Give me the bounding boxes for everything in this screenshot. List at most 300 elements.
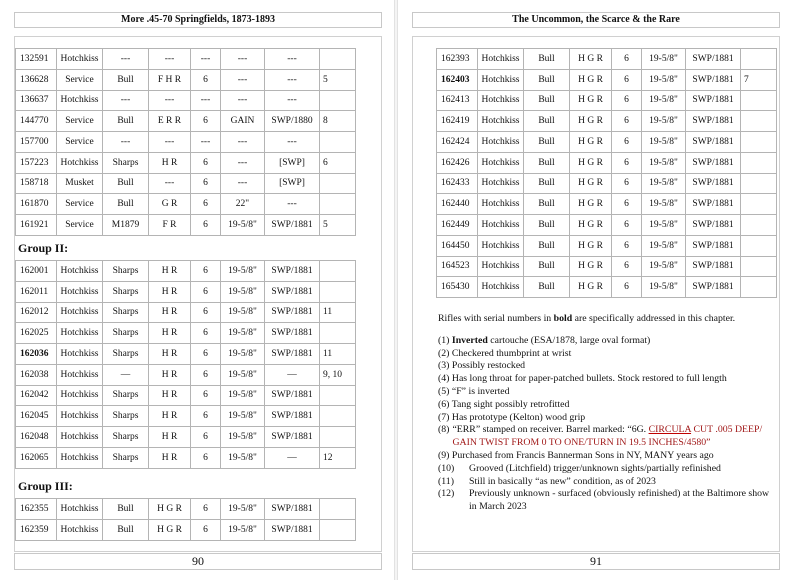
marking-cell: H R (149, 302, 191, 323)
serial-cell: 162426 (437, 152, 478, 173)
sight-cell: 19-5/8" (221, 261, 265, 282)
note-ref-cell (320, 194, 356, 215)
marking-cell-2: SWP/1881 (686, 215, 741, 236)
note-8-highlight: CIRCULA (648, 424, 692, 436)
maker-cell: Hotchkiss (478, 215, 524, 236)
marking-cell-2: SWP/1881 (265, 323, 320, 344)
serial-cell: 161870 (16, 194, 57, 215)
serial-cell: 162011 (16, 281, 57, 302)
table-row (16, 69, 356, 90)
note-ref-cell: 6 (320, 152, 356, 173)
number-cell: 6 (191, 519, 221, 540)
type-cell: --- (103, 90, 149, 111)
marking-cell: H R (149, 364, 191, 385)
marking-cell-2: SWP/1881 (686, 49, 741, 70)
number-cell: 6 (612, 90, 642, 111)
sight-cell: 19-5/8" (221, 344, 265, 365)
number-cell: 6 (191, 111, 221, 132)
serial-cell: 136637 (16, 90, 57, 111)
number-cell: 6 (191, 152, 221, 173)
marking-cell: H G R (570, 69, 612, 90)
marking-cell: H G R (149, 499, 191, 520)
serial-cell: 162359 (16, 519, 57, 540)
type-cell: --- (103, 132, 149, 153)
type-cell: Bull (524, 215, 570, 236)
marking-cell: F H R (149, 69, 191, 90)
note-ref-cell: 9, 10 (320, 364, 356, 385)
maker-cell: Hotchkiss (57, 49, 103, 70)
marking-cell: H R (149, 427, 191, 448)
number-cell: 6 (612, 173, 642, 194)
maker-cell: Hotchkiss (478, 69, 524, 90)
marking-cell: H G R (570, 152, 612, 173)
serial-cell: 162440 (437, 194, 478, 215)
maker-cell: Hotchkiss (478, 173, 524, 194)
marking-cell: H G R (570, 132, 612, 153)
marking-cell-2: SWP/1881 (686, 69, 741, 90)
note-8-text (452, 424, 762, 450)
marking-cell: H G R (570, 215, 612, 236)
marking-cell-2: SWP/1881 (686, 235, 741, 256)
marking-cell: H R (149, 152, 191, 173)
note-5: (5) “F” is inverted (438, 385, 510, 397)
sight-cell: GAIN (221, 111, 265, 132)
number-cell: 6 (191, 302, 221, 323)
sight-cell: 19-5/8" (221, 215, 265, 236)
sight-cell: --- (221, 90, 265, 111)
marking-cell-2: SWP/1881 (265, 427, 320, 448)
marking-cell: --- (149, 49, 191, 70)
marking-cell-2: SWP/1881 (265, 302, 320, 323)
sight-cell: 19-5/8" (221, 302, 265, 323)
sight-cell: --- (221, 132, 265, 153)
sight-cell: 19-5/8" (221, 364, 265, 385)
table-row (437, 90, 777, 111)
number-cell: 6 (191, 281, 221, 302)
note-ref-cell (320, 49, 356, 70)
sight-cell: 19-5/8" (221, 427, 265, 448)
note-10 (438, 463, 778, 476)
sight-cell: 19-5/8" (642, 215, 686, 236)
serial-cell: 162048 (16, 427, 57, 448)
marking-cell-2: SWP/1881 (265, 344, 320, 365)
number-cell: --- (191, 132, 221, 153)
maker-cell: Hotchkiss (478, 49, 524, 70)
serial-cell: 162403 (437, 69, 478, 90)
right-page-number: 91 (412, 553, 780, 570)
maker-cell: Hotchkiss (57, 499, 103, 520)
table-row (16, 173, 356, 194)
type-cell: Sharps (103, 281, 149, 302)
serial-cell: 162424 (437, 132, 478, 153)
marking-cell-2: [SWP] (265, 173, 320, 194)
serial-cell: 162038 (16, 364, 57, 385)
number-cell: 6 (191, 344, 221, 365)
number-cell: 6 (191, 499, 221, 520)
type-cell: Sharps (103, 344, 149, 365)
maker-cell: Hotchkiss (57, 385, 103, 406)
type-cell: Bull (103, 69, 149, 90)
type-cell: Sharps (103, 427, 149, 448)
note-1-bold: Inverted (451, 334, 488, 346)
group-3-heading: Group III: (18, 479, 73, 493)
note-8-part-d: GAIN TWIST FROM 0 TO ONE/TURN IN 19.5 INCHES/4580” (452, 437, 711, 449)
marking-cell-2: SWP/1881 (265, 281, 320, 302)
sight-cell: 19-5/8" (642, 132, 686, 153)
note-1-text: cartouche (ESA/1878, large oval format) (487, 334, 651, 346)
note-ref-cell: 5 (320, 69, 356, 90)
sight-cell: 19-5/8" (642, 152, 686, 173)
right-running-header: The Uncommon, the Scarce & the Rare (412, 12, 780, 28)
table-row (16, 302, 356, 323)
table-row (16, 519, 356, 540)
sight-cell: 19-5/8" (221, 406, 265, 427)
table-row (437, 215, 777, 236)
left-page-number: 90 (14, 553, 382, 570)
table-row (16, 281, 356, 302)
note-ref-cell (741, 90, 777, 111)
serial-cell: 162001 (16, 261, 57, 282)
type-cell: Bull (524, 173, 570, 194)
number-cell: 6 (191, 69, 221, 90)
maker-cell: Service (57, 69, 103, 90)
number-cell: 6 (191, 261, 221, 282)
type-cell: Bull (103, 194, 149, 215)
note-ref-cell (741, 111, 777, 132)
sight-cell: 19-5/8" (642, 69, 686, 90)
number-cell: --- (191, 90, 221, 111)
marking-cell: H G R (570, 277, 612, 298)
number-cell: 6 (191, 364, 221, 385)
table-row (16, 427, 356, 448)
number-cell: 6 (612, 49, 642, 70)
table-row (437, 152, 777, 173)
serial-table-group-2 (15, 260, 356, 469)
type-cell: Bull (524, 256, 570, 277)
note-ref-cell (320, 132, 356, 153)
maker-cell: Hotchkiss (57, 427, 103, 448)
type-cell: Sharps (103, 385, 149, 406)
type-cell: Bull (524, 152, 570, 173)
table-row (437, 173, 777, 194)
maker-cell: Hotchkiss (57, 261, 103, 282)
number-cell: 6 (612, 277, 642, 298)
note-number: (8) (438, 424, 450, 436)
marking-cell-2: — (265, 364, 320, 385)
table-row (16, 261, 356, 282)
type-cell: M1879 (103, 215, 149, 236)
sight-cell: 19-5/8" (642, 111, 686, 132)
table-row (437, 256, 777, 277)
sight-cell: 19-5/8" (221, 499, 265, 520)
note-ref-cell (320, 173, 356, 194)
serial-table-continued (436, 48, 777, 298)
marking-cell: H R (149, 261, 191, 282)
serial-cell: 158718 (16, 173, 57, 194)
table-row (437, 49, 777, 70)
note-ref-cell (741, 152, 777, 173)
table-row (437, 69, 777, 90)
sight-cell: 19-5/8" (642, 90, 686, 111)
marking-cell-2: --- (265, 49, 320, 70)
type-cell: Sharps (103, 261, 149, 282)
maker-cell: Hotchkiss (57, 406, 103, 427)
notes-intro (438, 313, 778, 326)
serial-cell: 162413 (437, 90, 478, 111)
marking-cell-2: SWP/1881 (265, 406, 320, 427)
serial-cell: 157700 (16, 132, 57, 153)
note-2: (2) Checkered thumbprint at wrist (438, 347, 572, 359)
serial-cell: 157223 (16, 152, 57, 173)
number-cell: 6 (612, 132, 642, 153)
marking-cell: --- (149, 90, 191, 111)
marking-cell-2: SWP/1881 (686, 132, 741, 153)
marking-cell-2: SWP/1881 (686, 194, 741, 215)
sight-cell: 19-5/8" (642, 277, 686, 298)
table-row (16, 49, 356, 70)
marking-cell-2: SWP/1881 (686, 256, 741, 277)
type-cell: Sharps (103, 302, 149, 323)
note-ref-cell (320, 499, 356, 520)
serial-table-top (15, 48, 356, 236)
note-1 (438, 335, 778, 348)
maker-cell: Hotchkiss (478, 256, 524, 277)
type-cell: Bull (103, 519, 149, 540)
type-cell: Bull (103, 173, 149, 194)
note-ref-cell (320, 281, 356, 302)
sight-cell: 19-5/8" (221, 385, 265, 406)
maker-cell: Hotchkiss (478, 235, 524, 256)
maker-cell: Service (57, 194, 103, 215)
table-row (16, 323, 356, 344)
type-cell: Bull (524, 111, 570, 132)
table-row (437, 235, 777, 256)
note-ref-cell: 11 (320, 344, 356, 365)
table-row (16, 90, 356, 111)
table-row (437, 111, 777, 132)
sight-cell: --- (221, 49, 265, 70)
maker-cell: Hotchkiss (57, 302, 103, 323)
note-ref-cell (320, 519, 356, 540)
sight-cell: 19-5/8" (221, 323, 265, 344)
note-ref-cell (741, 256, 777, 277)
type-cell: Bull (524, 132, 570, 153)
number-cell: 6 (612, 215, 642, 236)
table-row (16, 194, 356, 215)
note-ref-cell: 8 (320, 111, 356, 132)
marking-cell-2: SWP/1880 (265, 111, 320, 132)
maker-cell: Hotchkiss (57, 281, 103, 302)
marking-cell-2: [SWP] (265, 152, 320, 173)
sight-cell: 19-5/8" (642, 256, 686, 277)
maker-cell: Hotchkiss (478, 194, 524, 215)
maker-cell: Hotchkiss (57, 364, 103, 385)
maker-cell: Service (57, 111, 103, 132)
note-ref-cell (741, 132, 777, 153)
note-ref-cell: 7 (741, 69, 777, 90)
maker-cell: Hotchkiss (478, 277, 524, 298)
serial-cell: 162449 (437, 215, 478, 236)
marking-cell: H R (149, 281, 191, 302)
marking-cell-2: --- (265, 194, 320, 215)
number-cell: 6 (191, 194, 221, 215)
maker-cell: Hotchkiss (57, 344, 103, 365)
table-row (16, 406, 356, 427)
serial-cell: 162433 (437, 173, 478, 194)
maker-cell: Service (57, 132, 103, 153)
marking-cell: --- (149, 132, 191, 153)
sight-cell: --- (221, 152, 265, 173)
table-row (16, 111, 356, 132)
note-ref-cell: 11 (320, 302, 356, 323)
table-row (16, 215, 356, 236)
table-row (437, 194, 777, 215)
type-cell: Sharps (103, 323, 149, 344)
marking-cell: H G R (149, 519, 191, 540)
serial-table-group-3 (15, 498, 356, 541)
note-9: (9) Purchased from Francis Bannerman Sons in NY, MANY years ago (438, 449, 714, 461)
note-ref-cell (320, 323, 356, 344)
sight-cell: 19-5/8" (642, 194, 686, 215)
type-cell: Bull (524, 235, 570, 256)
type-cell: --- (103, 49, 149, 70)
note-ref-cell (741, 173, 777, 194)
notes-intro-bold: bold (553, 313, 573, 324)
table-row (16, 499, 356, 520)
serial-cell: 144770 (16, 111, 57, 132)
marking-cell: H G R (570, 111, 612, 132)
note-3: (3) Possibly restocked (438, 360, 526, 372)
marking-cell-2: SWP/1881 (686, 90, 741, 111)
serial-cell: 162045 (16, 406, 57, 427)
sight-cell: 22" (221, 194, 265, 215)
table-row (16, 364, 356, 385)
note-6: (6) Tang sight possibly retrofitted (438, 398, 570, 410)
note-8-part-a: “ERR” stamped on receiver. Barrel marked: “6G. (452, 424, 647, 436)
note-ref-cell (320, 427, 356, 448)
marking-cell-2: SWP/1881 (686, 111, 741, 132)
note-8 (438, 424, 778, 450)
number-cell: 6 (191, 447, 221, 468)
marking-cell-2: --- (265, 90, 320, 111)
serial-cell: 162065 (16, 447, 57, 468)
maker-cell: Hotchkiss (57, 90, 103, 111)
note-ref-cell (741, 277, 777, 298)
sight-cell: 19-5/8" (642, 235, 686, 256)
maker-cell: Musket (57, 173, 103, 194)
marking-cell: H R (149, 344, 191, 365)
chapter-notes (438, 313, 778, 514)
number-cell: 6 (191, 173, 221, 194)
number-cell: 6 (191, 385, 221, 406)
maker-cell: Hotchkiss (478, 90, 524, 111)
type-cell: Bull (103, 111, 149, 132)
maker-cell: Service (57, 215, 103, 236)
sight-cell: --- (221, 173, 265, 194)
note-number: (11) (438, 475, 454, 487)
type-cell: — (103, 364, 149, 385)
sight-cell: 19-5/8" (221, 447, 265, 468)
maker-cell: Hotchkiss (478, 111, 524, 132)
note-10-text: Grooved (Litchfield) trigger/unknown sights/partially refinished (469, 462, 721, 474)
serial-cell: 161921 (16, 215, 57, 236)
notes-intro-text-end: are specifically addressed in this chapter. (572, 313, 736, 324)
serial-cell: 162042 (16, 385, 57, 406)
marking-cell-2: SWP/1881 (265, 499, 320, 520)
maker-cell: Hotchkiss (478, 132, 524, 153)
marking-cell-2: SWP/1881 (265, 215, 320, 236)
marking-cell: H G R (570, 235, 612, 256)
marking-cell: H G R (570, 256, 612, 277)
type-cell: Sharps (103, 447, 149, 468)
table-row (16, 132, 356, 153)
sight-cell: 19-5/8" (221, 281, 265, 302)
marking-cell: G R (149, 194, 191, 215)
marking-cell: --- (149, 173, 191, 194)
sight-cell: 19-5/8" (221, 519, 265, 540)
note-11 (438, 476, 778, 489)
maker-cell: Hotchkiss (57, 447, 103, 468)
number-cell: 6 (612, 152, 642, 173)
table-row (16, 152, 356, 173)
marking-cell: H R (149, 447, 191, 468)
marking-cell-2: — (265, 447, 320, 468)
table-row (16, 344, 356, 365)
marking-cell-2: SWP/1881 (686, 173, 741, 194)
left-running-header: More .45-70 Springfields, 1873-1893 (14, 12, 382, 28)
note-ref-cell (320, 406, 356, 427)
type-cell: Bull (524, 69, 570, 90)
marking-cell-2: SWP/1881 (265, 519, 320, 540)
table-row (437, 277, 777, 298)
marking-cell: E R R (149, 111, 191, 132)
table-row (16, 385, 356, 406)
sight-cell: --- (221, 69, 265, 90)
number-cell: 6 (191, 323, 221, 344)
note-ref-cell (741, 235, 777, 256)
serial-cell: 162355 (16, 499, 57, 520)
note-12-text: Previously unknown - surfaced (obviously refinished) at the Baltimore show in March 2023 (469, 488, 770, 513)
sight-cell: 19-5/8" (642, 49, 686, 70)
type-cell: Sharps (103, 152, 149, 173)
note-number: (10) (438, 462, 455, 474)
book-gutter (394, 0, 398, 580)
note-ref-cell (741, 49, 777, 70)
note-ref-cell: 5 (320, 215, 356, 236)
serial-cell: 136628 (16, 69, 57, 90)
note-ref-cell (320, 385, 356, 406)
note-8-part-c: CUT .005 DEEP/ (693, 424, 763, 436)
note-12 (438, 488, 778, 514)
number-cell: 6 (612, 194, 642, 215)
type-cell: Bull (524, 90, 570, 111)
type-cell: Bull (103, 499, 149, 520)
serial-cell: 164450 (437, 235, 478, 256)
marking-cell: H R (149, 323, 191, 344)
marking-cell: H G R (570, 173, 612, 194)
note-ref-cell (320, 261, 356, 282)
note-number: (1) (438, 334, 450, 346)
maker-cell: Hotchkiss (57, 519, 103, 540)
sight-cell: 19-5/8" (642, 173, 686, 194)
notes-intro-text: Rifles with serial numbers in (438, 313, 554, 324)
marking-cell-2: SWP/1881 (686, 277, 741, 298)
type-cell: Sharps (103, 406, 149, 427)
serial-cell: 162012 (16, 302, 57, 323)
maker-cell: Hotchkiss (57, 152, 103, 173)
number-cell: 6 (612, 111, 642, 132)
serial-cell: 162393 (437, 49, 478, 70)
